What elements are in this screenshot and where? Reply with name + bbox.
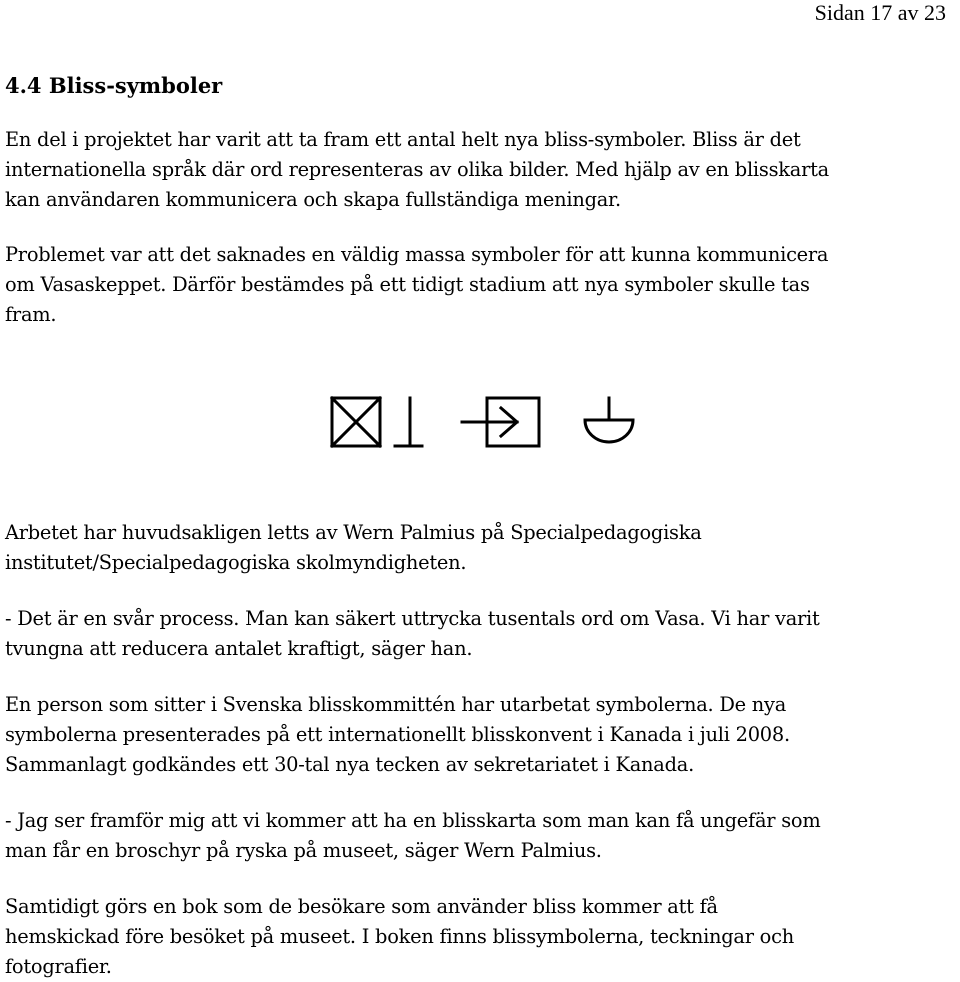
bowl-symbol	[585, 398, 633, 442]
arrow-into-box-symbol	[462, 398, 539, 446]
text-line: man får en broschyr på ryska på museet, säger Wern Palmius.	[5, 839, 602, 862]
section-heading: 4.4 Bliss-symboler	[5, 73, 223, 98]
text-line: En del i projektet har varit att ta fram ett antal helt nya bliss-symboler. Bliss är det	[5, 128, 801, 151]
paragraph-quote-process	[5, 604, 820, 664]
text-line: hemskickad före besöket på museet. I boken finns blissymbolerna, teckningar och	[5, 925, 794, 948]
text-line: Samtidigt görs en bok som de besökare som använder bliss kommer att få	[5, 895, 718, 918]
text-line: Arbetet har huvudsakligen letts av Wern Palmius på Specialpedagogiska	[5, 521, 702, 544]
paragraph-committee	[5, 690, 790, 780]
paragraph-book	[5, 892, 794, 982]
bliss-symbol-row	[325, 390, 645, 460]
text-line: kan användaren kommunicera och skapa fullständiga meningar.	[5, 188, 621, 211]
paragraph-quote-map	[5, 806, 820, 866]
text-line: tvungna att reducera antalet kraftigt, säger han.	[5, 637, 473, 660]
paragraph-work	[5, 518, 702, 578]
text-line: Sammanlagt godkändes ett 30-tal nya tecken av sekretariatet i Kanada.	[5, 753, 694, 776]
crossed-box-symbol	[332, 398, 380, 446]
text-line: fram.	[5, 303, 57, 326]
text-line: om Vasaskeppet. Därför bestämdes på ett tidigt stadium att nya symboler skulle tas	[5, 273, 810, 296]
text-line: Problemet var att det saknades en väldig massa symboler för att kunna kommunicera	[5, 243, 829, 266]
inverted-t-symbol	[395, 398, 422, 446]
text-line: fotografier.	[5, 955, 112, 978]
text-line: internationella språk där ord representeras av olika bilder. Med hjälp av en blisskarta	[5, 158, 829, 181]
text-line: - Jag ser framför mig att vi kommer att ha en blisskarta som man kan få ungefär som	[5, 809, 821, 832]
page-number: Sidan 17 av 23	[814, 0, 946, 25]
paragraph-problem	[5, 240, 828, 330]
bliss-symbols-figure	[325, 390, 645, 460]
text-line: En person som sitter i Svenska blisskommittén har utarbetat symbolerna. De nya	[5, 693, 787, 716]
text-line: symbolerna presenterades på ett internationellt blisskonvent i Kanada i juli 2008.	[5, 723, 790, 746]
text-line: institutet/Specialpedagogiska skolmyndigheten.	[5, 551, 467, 574]
paragraph-intro	[5, 125, 829, 215]
text-line: - Det är en svår process. Man kan säkert uttrycka tusentals ord om Vasa. Vi har varit	[5, 607, 820, 630]
